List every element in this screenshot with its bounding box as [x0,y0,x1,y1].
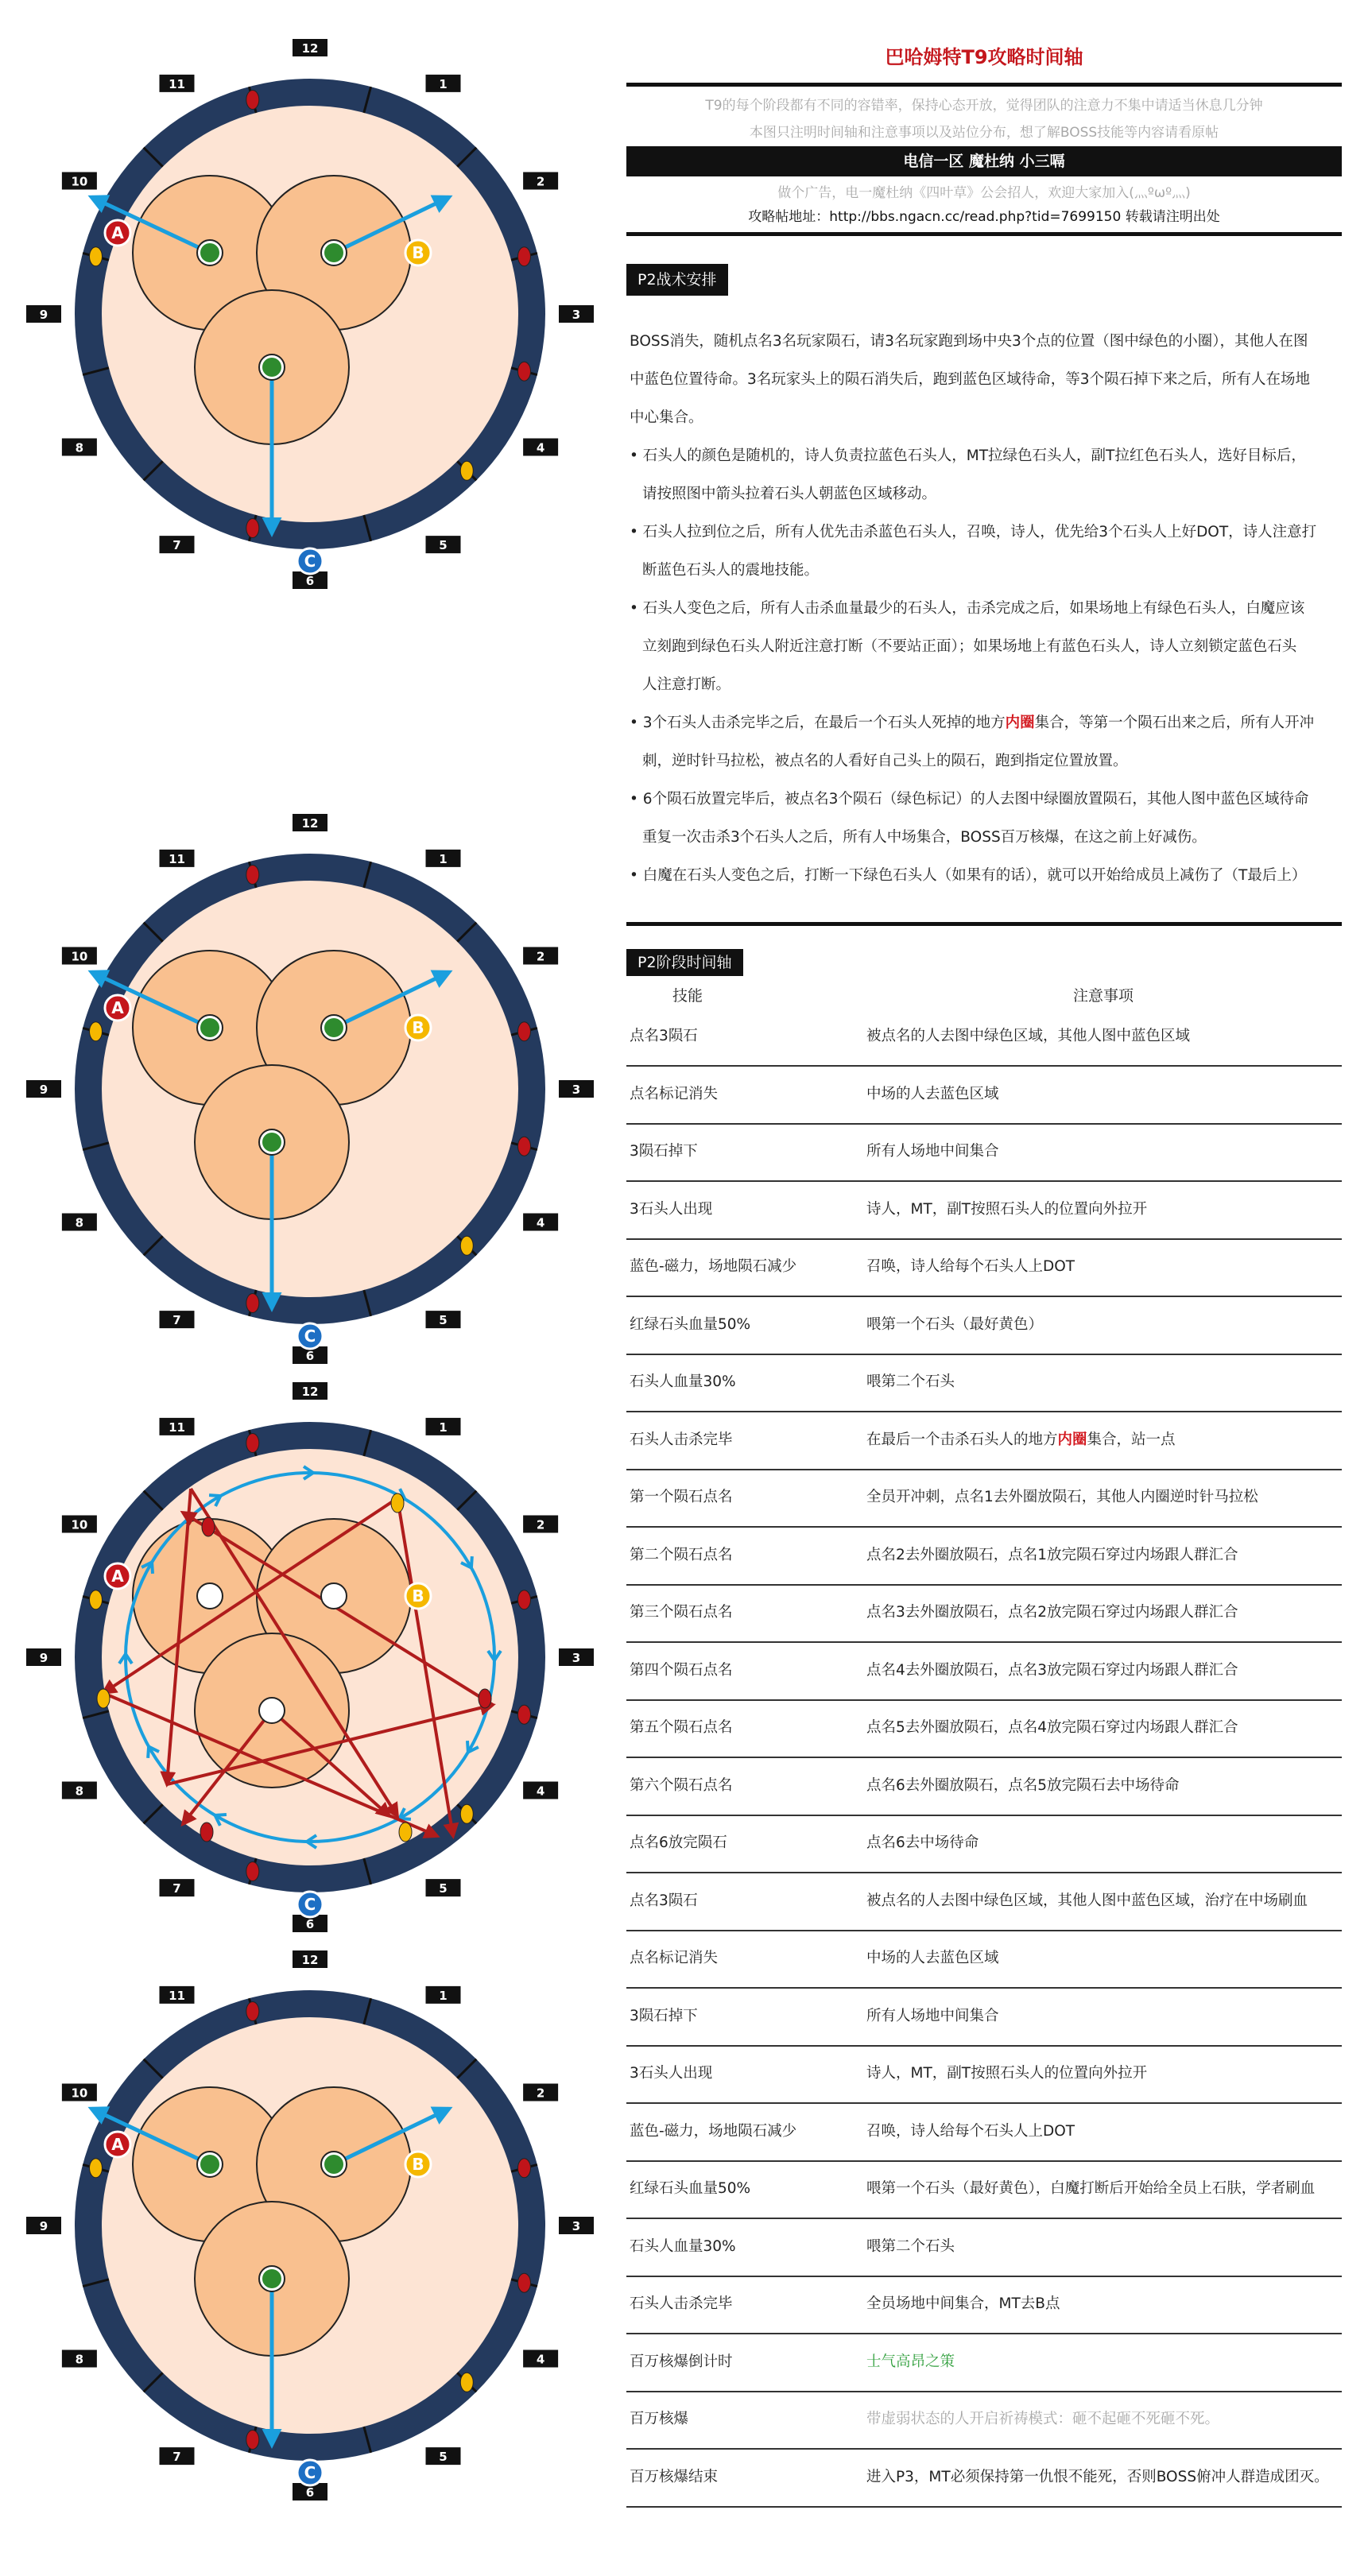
yellow-ring-dot [460,1804,473,1823]
table-row [626,1412,1342,1470]
row-skill: 3石头人出现 [630,1200,713,1218]
row-skill: 第一个陨石点名 [630,1489,733,1505]
clock-label-12: 12 [301,1385,319,1399]
source-link[interactable]: 攻略帖地址：http://bbs.ngacn.cc/read.php?tid=7699150 转载请注明出处 [748,209,1220,225]
red-ring-dot [517,1137,530,1156]
row-note [866,1412,1176,1469]
clock-label-8: 8 [75,1784,84,1799]
clock-label-5: 5 [439,1313,448,1328]
col-note-header: 注意事项 [1073,987,1134,1005]
col-skill-header: 技能 [672,987,703,1005]
clock-label-11: 11 [169,1420,185,1435]
row-skill: 第二个陨石点名 [630,1546,733,1563]
row-note-part: 集合，站一点 [1087,1431,1176,1448]
row-note: 点名6去外圈放陨石，点名5放完陨石去中场待命 [866,1776,1180,1794]
yellow-ring-dot [90,2159,103,2178]
table-row [626,1296,1342,1355]
diagram-2 [24,803,596,1375]
clock-label-3: 3 [572,308,581,322]
row-note: 喂第二个石头 [866,1373,955,1390]
table-row [626,1123,1342,1182]
tactics-intro-3: 中心集合。 [630,409,703,426]
arena-svg [24,803,596,1375]
row-note: 喂第一个石头（最好黄色） [866,1315,1044,1333]
tactic-bullet-3a: • 石头人变色之后，所有人击杀血量最少的石头人，击杀完成之后，如果场地上有绿色石头人，白魔应该 [630,600,1305,617]
red-ring-dot [246,2430,259,2449]
green-spot [262,2269,281,2288]
table-row [626,1930,1342,1989]
clock-label-1: 1 [439,851,448,866]
clock-label-9: 9 [39,1083,48,1097]
red-ring-dot [246,1293,259,1312]
row-note: 召唤，诗人给每个石头人上DOT [866,2122,1075,2140]
row-note: 被点名的人去图中绿色区域，其他人图中蓝色区域 [866,1028,1191,1044]
clock-label-3: 3 [572,1651,581,1665]
red-ring-dot [517,2273,530,2292]
clock-label-10: 10 [71,2086,88,2101]
clock-label-11: 11 [169,1988,185,2003]
marker-c-label: C [304,1895,316,1914]
table-row [626,1642,1342,1701]
table-row [626,1988,1342,2047]
row-skill: 红绿石头血量50% [630,2180,751,2197]
clock-label-11: 11 [169,76,185,91]
arena-svg [24,1939,596,2512]
clock-label-2: 2 [536,1517,545,1532]
red-ring-dot [246,1861,259,1881]
meteor-spot [321,1583,347,1609]
inner-dot [97,1689,110,1708]
tactics-tag: P2战术安排 [626,264,728,296]
marker-a-label: A [111,998,124,1017]
marker-b-label: B [412,243,424,262]
clock-label-9: 9 [39,1651,48,1665]
clock-label-6: 6 [305,2485,315,2500]
tactic-bullet-3c: 人注意打断。 [642,676,731,693]
table-row [626,1008,1342,1067]
row-note: 全员开冲刺，点名1去外圈放陨石，其他人内圈逆时针马拉松 [866,1489,1258,1505]
row-note: 所有人场地中间集合 [866,1143,999,1160]
row-note: 喂第二个石头 [866,2237,955,2255]
meteor-spot [197,1583,223,1609]
table-row [626,1699,1342,1758]
row-note: 诗人，MT，副T按照石头人的位置向外拉开 [866,1200,1148,1218]
red-ring-dot [517,1590,530,1610]
tactics-intro-2: 中蓝色位置待命。3名玩家头上的陨石消失后，跑到蓝色区域待命，等3个陨石掉下来之后，所有人在场地 [630,371,1311,388]
row-note: 全员场地中间集合，MT去B点 [866,2295,1060,2312]
inner-dot [200,1823,213,1842]
clock-label-5: 5 [439,1881,448,1896]
row-skill: 石头人击杀完毕 [630,1431,733,1448]
green-spot [324,243,343,262]
tactic-bullet-2b: 断蓝色石头人的震地技能。 [642,562,820,579]
row-note: 点名2去外圈放陨石，点名1放完陨石穿过内场跟人群汇合 [866,1546,1238,1563]
tactic-bullet-6: • 白魔在石头人变色之后，打断一下绿色石头人（如果有的话），就可以开始给成员上减伤了（T最后上） [630,867,1307,884]
marker-b-label: B [412,2155,424,2174]
row-note: 被点名的人去图中绿色区域，其他人图中蓝色区域，治疗在中场刷血 [866,1892,1308,1909]
tactic-bullet-1b: 请按照图中箭头拉着石头人朝蓝色区域移动。 [642,486,937,502]
clock-label-10: 10 [71,949,88,964]
clock-label-6: 6 [305,574,315,588]
yellow-ring-dot [460,1236,473,1255]
clock-label-7: 7 [172,1313,181,1328]
red-ring-dot [517,247,530,266]
author-band: 电信一区 魔杜纳 小三嗝 [626,146,1342,176]
row-skill: 点名6放完陨石 [630,1834,727,1851]
table-row [626,1584,1342,1643]
ad-line: 做个广告，电一魔杜纳《四叶草》公会招人，欢迎大家加入(灬ºωº灬) [777,185,1191,201]
row-skill: 点名标记消失 [630,1950,719,1966]
row-skill: 红绿石头血量50% [630,1315,751,1333]
red-ring-dot [246,866,259,885]
diagram-3 [24,1371,596,1943]
row-skill: 石头人血量30% [630,2237,736,2255]
tactic-bullet-1a: • 石头人的颜色是随机的，诗人负责拉蓝色石头人，MT拉绿色石头人，副T拉红色石头人，选好目标后， [630,447,1306,464]
yellow-ring-dot [460,2373,473,2392]
green-spot [324,2155,343,2174]
header-divider [626,232,1342,236]
clock-label-10: 10 [71,1517,88,1532]
yellow-ring-dot [90,1590,103,1610]
row-note: 喂第一个石头（最好黄色），白魔打断后开始给全员上石肤，学者刷血 [866,2180,1316,2197]
clock-label-2: 2 [536,949,545,964]
row-skill: 百万核爆倒计时 [630,2353,733,2370]
intro-line-1: T9的每个阶段都有不同的容错率，保持心态开放，觉得团队的注意力不集中请适当休息几分钟 [705,98,1263,114]
red-ring-dot [517,1705,530,1724]
tactic-bullet-4a-red: 内圈 [1005,715,1035,731]
table-row [626,2276,1342,2334]
tactic-bullet-3b: 立刻跑到绿色石头人附近注意打断（不要站正面）；如果场地上有蓝色石头人，诗人立刻锁定蓝色石头 [642,638,1297,655]
inner-dot [202,1517,215,1536]
row-skill: 百万核爆结束 [630,2468,719,2485]
tactic-bullet-4a [630,704,1342,742]
clock-label-1: 1 [439,76,448,91]
red-ring-dot [246,91,259,110]
red-ring-dot [246,518,259,537]
red-ring-dot [517,2159,530,2178]
clock-label-9: 9 [39,2219,48,2233]
meteor-spot [259,1698,285,1723]
page-title: 巴哈姆特T9攻略时间轴 [885,46,1083,68]
marker-a-label: A [111,2135,124,2154]
diagram-4 [24,1939,596,2512]
clock-label-8: 8 [75,2352,84,2367]
clock-label-6: 6 [305,1349,315,1363]
table-row [626,1757,1342,1816]
clock-label-3: 3 [572,2219,581,2233]
marker-b-label: B [412,1018,424,1037]
inner-dot [391,1493,404,1513]
table-row [626,2449,1342,2508]
clock-label-6: 6 [305,1917,315,1931]
row-skill: 3陨石掉下 [630,2007,698,2024]
row-skill: 百万核爆 [630,2411,689,2427]
clock-label-8: 8 [75,1215,84,1230]
clock-label-10: 10 [71,174,88,189]
title-divider [626,83,1342,87]
table-row [626,2160,1342,2219]
clock-label-1: 1 [439,1420,448,1435]
tactic-bullet-5a: • 6个陨石放置完毕后，被点名3个陨石（绿色标记）的人去图中绿圈放置陨石，其他人图中蓝色区域待命 [630,791,1309,808]
marker-c-label: C [304,552,316,571]
tactic-bullet-4a-post: 集合，等第一个陨石出来之后，所有人开冲 [1034,715,1315,731]
row-skill: 3石头人出现 [630,2065,713,2082]
diagram-1 [24,28,596,600]
row-note: 诗人，MT，副T按照石头人的位置向外拉开 [866,2065,1148,2082]
marker-c-label: C [304,1327,316,1346]
tactic-bullet-2a: • 石头人拉到位之后，所有人优先击杀蓝色石头人，召唤，诗人，优先给3个石头人上好DOT，诗人注意打 [630,524,1317,540]
clock-label-12: 12 [301,816,319,831]
red-ring-dot [246,2002,259,2021]
arena-svg [24,1371,596,1943]
green-spot [200,1018,219,1037]
green-spot [262,1133,281,1152]
tactic-bullet-4b: 刺，逆时针马拉松，被点名的人看好自己头上的陨石，跑到指定位置放置。 [642,753,1128,769]
row-note: 点名4去外圈放陨石，点名3放完陨石穿过内场跟人群汇合 [866,1661,1238,1679]
row-note: 进入P3，MT必须保持第一仇恨不能死，否则BOSS俯冲人群造成团灭。 [866,2468,1329,2485]
clock-label-8: 8 [75,440,84,455]
row-note-part: 内圈 [1057,1431,1087,1448]
table-row [626,2218,1342,2277]
row-note: 点名6去中场待命 [866,1834,979,1851]
yellow-ring-dot [460,461,473,480]
clock-label-12: 12 [301,41,319,56]
table-row [626,1354,1342,1412]
tactics-divider [626,922,1342,926]
clock-label-4: 4 [536,1215,545,1230]
tactic-bullet-5b: 重复一次击杀3个石头人之后，所有人中场集合，BOSS百万核爆，在这之前上好减伤。 [642,829,1207,846]
green-spot [200,2155,219,2174]
clock-label-11: 11 [169,851,185,866]
red-ring-dot [246,1434,259,1453]
yellow-ring-dot [90,1022,103,1041]
row-skill: 第六个陨石点名 [630,1776,733,1794]
table-row [626,1815,1342,1873]
table-row [626,1181,1342,1240]
clock-label-3: 3 [572,1083,581,1097]
clock-label-4: 4 [536,2352,545,2367]
timeline-tag: P2阶段时间轴 [626,949,743,976]
table-row [626,2103,1342,2162]
marker-c-label: C [304,2463,316,2482]
row-note: 带虚弱状态的人开启祈祷模式：砸不起砸不死砸不死。 [866,2411,1220,2427]
green-spot [262,358,281,377]
table-row [626,1469,1342,1528]
row-skill: 蓝色-磁力，场地陨石减少 [630,2122,797,2140]
row-skill: 点名3陨石 [630,1028,698,1044]
clock-label-5: 5 [439,2450,448,2465]
row-note: 中场的人去蓝色区域 [866,1085,999,1102]
row-skill: 第三个陨石点名 [630,1604,733,1621]
row-skill: 3陨石掉下 [630,1143,698,1160]
row-skill: 点名标记消失 [630,1085,719,1102]
row-note: 中场的人去蓝色区域 [866,1950,999,1966]
row-skill: 蓝色-磁力，场地陨石减少 [630,1258,797,1275]
clock-label-5: 5 [439,538,448,553]
row-skill: 石头人击杀完毕 [630,2295,733,2312]
clock-label-2: 2 [536,2086,545,2101]
row-skill: 第五个陨石点名 [630,1719,733,1736]
intro-line-2: 本图只注明时间轴和注意事项以及站位分布，想了解BOSS技能等内容请看原帖 [749,125,1219,141]
tactics-intro-1: BOSS消失，随机点名3名玩家陨石，请3名玩家跑到场中央3个点的位置（图中绿色的小圈），其他人在图 [630,333,1308,350]
marker-a-label: A [111,223,124,242]
row-note: 点名5去外圈放陨石，点名4放完陨石穿过内场跟人群汇合 [866,1719,1238,1736]
clock-label-2: 2 [536,174,545,189]
table-row [626,1873,1342,1931]
row-skill: 石头人血量30% [630,1373,736,1390]
clock-label-7: 7 [172,538,181,553]
row-note: 士气高昂之策 [866,2353,955,2370]
row-note: 点名3去外圈放陨石，点名2放完陨石穿过内场跟人群汇合 [866,1604,1238,1621]
clock-label-1: 1 [439,1988,448,2003]
marker-b-label: B [412,1586,424,1606]
table-row [626,2334,1342,2392]
inner-dot [479,1689,491,1708]
row-note: 所有人场地中间集合 [866,2007,999,2024]
table-row [626,1066,1342,1125]
row-skill: 点名3陨石 [630,1892,698,1909]
row-note: 召唤，诗人给每个石头人上DOT [866,1258,1075,1275]
red-ring-dot [517,1022,530,1041]
clock-label-4: 4 [536,1784,545,1799]
yellow-ring-dot [90,247,103,266]
clock-label-7: 7 [172,2450,181,2465]
table-row [626,1238,1342,1297]
green-spot [324,1018,343,1037]
marker-a-label: A [111,1567,124,1586]
green-spot [200,243,219,262]
clock-label-4: 4 [536,440,545,455]
red-ring-dot [517,362,530,381]
clock-label-7: 7 [172,1881,181,1896]
table-row [626,1527,1342,1586]
clock-label-12: 12 [301,1953,319,1967]
arena-svg [24,28,596,600]
tactic-bullet-4a-pre: • 3个石头人击杀完毕之后，在最后一个石头人死掉的地方 [630,715,1006,731]
table-row [626,2045,1342,2104]
inner-dot [399,1823,412,1842]
clock-label-9: 9 [39,308,48,322]
table-row [626,2391,1342,2450]
row-skill: 第四个陨石点名 [630,1661,733,1679]
row-note-part: 在最后一个击杀石头人的地方 [866,1431,1058,1448]
